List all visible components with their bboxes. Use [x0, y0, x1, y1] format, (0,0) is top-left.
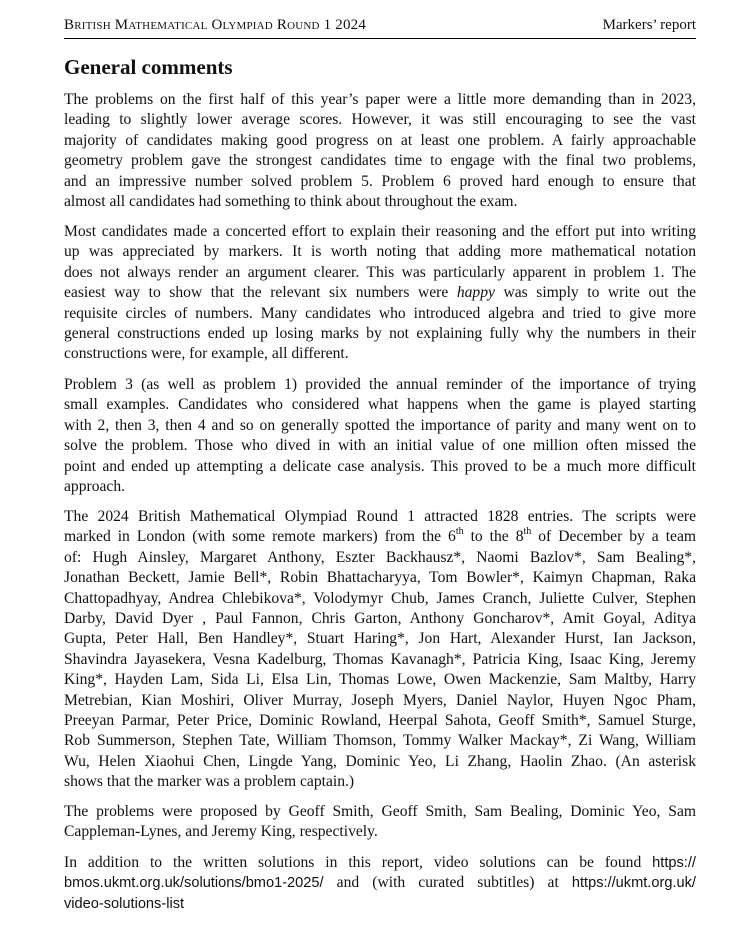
- text-line: with 2, then 3, then 4 and so on generally spotted the importance of parity and many went on to: [64, 416, 696, 434]
- text-line: point and ended up attempting a delicate case analysis. This proved to be a much more difficult: [64, 457, 696, 475]
- paragraph-reasoning: [64, 222, 696, 365]
- text-line: Darby, David Dyer , Paul Fannon, Chris Garton, Anthony Goncharov*, Amit Goyal, Aditya: [64, 610, 696, 628]
- text-line: leading to slightly lower average scores. However, it was still encouraging to see the vast: [64, 111, 696, 129]
- text-line: approach.: [64, 478, 126, 496]
- video-solutions-link[interactable]: https://ukmt.org.uk/: [571, 875, 696, 892]
- text-line: The problems on the first half of this year’s paper were a little more demanding than in 2023,: [64, 91, 696, 108]
- text-line: [64, 894, 696, 914]
- text-line: Preeyan Parmar, Peter Price, Dominic Rowland, Heerpal Sahota, Geoff Smith*, Samuel Sturge,: [64, 712, 696, 730]
- page-header: [64, 16, 696, 39]
- text-line: King*, Hayden Lam, Sida Li, Elsa Lin, Thomas Lowe, Owen Mackenzie, Sam Maltby, Harry: [64, 671, 696, 689]
- superscript: th: [455, 526, 464, 538]
- text-line: [64, 527, 696, 547]
- paragraph-problem-3: [64, 375, 696, 497]
- text-line: Cappleman-Lynes, and Jeremy King, respectively.: [64, 823, 378, 841]
- text-line: Problem 3 (as well as problem 1) provided the annual reminder of the importance of trying: [64, 376, 696, 393]
- text-line: Gupta, Peter Hall, Ben Handley*, Stuart Haring*, Jon Hart, Alexander Hurst, Ian Jackson,: [64, 630, 696, 648]
- solutions-link[interactable]: bmos.ukmt.org.uk/solutions/bmo1-2025/: [64, 875, 324, 892]
- text-line: The problems were proposed by Geoff Smith, Geoff Smith, Sam Bealing, Dominic Yeo, Sam: [64, 803, 696, 820]
- header-title: British Mathematical Olympiad Round 1 2024: [64, 17, 367, 33]
- paragraph-overview: [64, 90, 696, 212]
- text-segment: was simply to write out the: [503, 284, 696, 302]
- text-line: Metrebian, Kian Moshiri, Oliver Murray, Joseph Myers, Daniel Naylor, Huyen Ngoc Pham,: [64, 691, 696, 709]
- text-line: does not always render an argument clearer. This was particularly apparent in problem 1. The: [64, 263, 696, 281]
- text-line: [64, 853, 696, 873]
- superscript: th: [523, 526, 532, 538]
- text-segment: of December by a team: [538, 528, 696, 546]
- text-line: Rob Summerson, Stephen Tate, William Thomson, Tommy Walker Mackay*, Zi Wang, William: [64, 732, 696, 750]
- text-line: shows that the marker was a problem captain.): [64, 773, 355, 791]
- text-line: [64, 873, 696, 893]
- text-line: The 2024 British Mathematical Olympiad Round 1 attracted 1828 entries. The scripts were: [64, 508, 696, 525]
- text-line: of: Hugh Ainsley, Margaret Anthony, Eszter Backhausz*, Naomi Bazlov*, Sam Bealing*,: [64, 548, 696, 566]
- text-segment: and (with curated subtitles) at: [336, 874, 559, 892]
- emphasis-happy: happy: [456, 284, 495, 302]
- paragraph-markers: [64, 507, 696, 793]
- text-line: Most candidates made a concerted effort to explain their reasoning and the effort put into writing: [64, 223, 696, 240]
- text-line: Shavindra Jayasekera, Vesna Kadelburg, Thomas Kavanagh*, Patricia King, Isaac King, Jeremy: [64, 650, 696, 668]
- text-line: small examples. Candidates who considered what happens when the game is played starting: [64, 396, 696, 414]
- text-line: solve the problem. Those who dived in with an initial value of one million often missed the: [64, 437, 696, 455]
- solutions-link[interactable]: https://: [652, 855, 696, 871]
- paragraph-proposers: [64, 802, 696, 843]
- text-segment: easiest way to show that the relevant six numbers were: [64, 284, 449, 302]
- text-line: [64, 283, 696, 303]
- text-line: majority of candidates making good progress on at least one problem. A fairly approachable: [64, 131, 696, 149]
- text-line: and an impressive number solved problem 5. Problem 6 proved hard enough to ensure that: [64, 172, 696, 190]
- text-line: Wu, Helen Xiaohui Chen, Lingde Yang, Dominic Yeo, Li Zhang, Haolin Zhao. (An asterisk: [64, 752, 696, 770]
- text-line: up was appreciated by markers. It is worth noting that adding more mathematical notation: [64, 243, 696, 261]
- text-line: almost all candidates had something to think about throughout the exam.: [64, 193, 518, 211]
- text-segment: to the 8: [470, 528, 524, 546]
- header-report-label: Markers’ report: [602, 17, 696, 33]
- paragraph-video-solutions: [64, 853, 696, 914]
- text-line: Jonathan Beckett, Jamie Bell*, Robin Bhattacharyya, Tom Bowler*, Kaimyn Chapman, Raka: [64, 569, 696, 587]
- section-heading: General comments: [64, 55, 233, 79]
- text-segment: In addition to the written solutions in this report, video solutions can be found: [64, 854, 642, 871]
- text-line: requisite circles of numbers. Many candidates who introduced algebra and tried to give more: [64, 304, 696, 322]
- text-segment: marked in London (with some remote markers) from the 6: [64, 528, 456, 546]
- text-line: constructions were, for example, all different.: [64, 345, 349, 363]
- text-line: Chattopadhyay, Andrea Chlebikova*, Volodymyr Chub, James Cranch, Juliette Culver, Stephen: [64, 589, 696, 607]
- text-line: geometry problem gave the strongest candidates time to engage with the final two problems,: [64, 152, 696, 170]
- text-line: general constructions ended up losing marks by not explaining fully why the numbers in their: [64, 325, 696, 343]
- video-solutions-link[interactable]: video-solutions-list: [64, 895, 185, 912]
